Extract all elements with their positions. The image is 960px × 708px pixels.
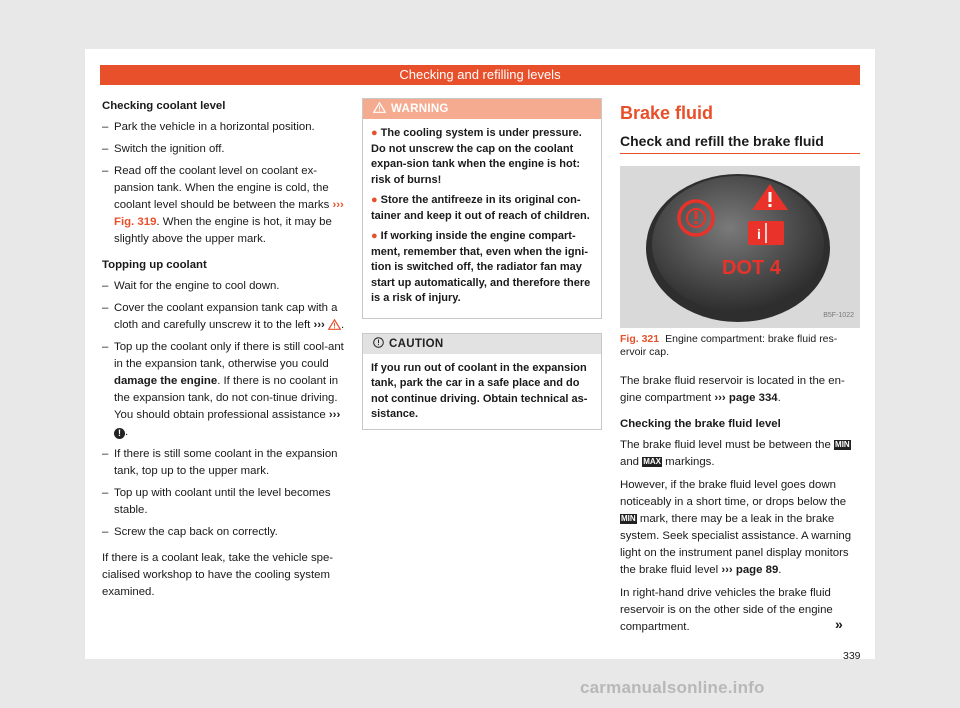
brake-fluid-cap-image	[620, 166, 860, 328]
warning-body	[363, 119, 601, 318]
leak-paragraph: However, if the brake fluid level goes down noticeably in a short time, or drops below the MIN mark, there may be a leak in the brake system. Seek specialist assistance. A warning light on the instrument panel display monitors the brake fluid level ››› page 89.	[620, 479, 852, 576]
brake-fluid-column	[620, 98, 860, 642]
list-item: – If there is still some coolant in the expansion tank, top up to the upper mark.	[102, 448, 338, 477]
list-item: – Switch the ignition off.	[102, 143, 225, 155]
figure-caption: Fig. 321 Engine compartment: brake fluid res-ervoir cap.	[620, 333, 838, 358]
continue-marker: »	[835, 616, 843, 632]
caution-circle-icon[interactable]: !	[114, 428, 125, 439]
list-item: – Top up with coolant until the level becomes stable.	[102, 487, 331, 516]
page-334-link[interactable]: ››› page 334	[714, 392, 778, 404]
warning-triangle-icon	[373, 102, 386, 113]
watermark: carmanualsonline.info	[580, 678, 765, 697]
min-mark-icon: MIN	[621, 514, 636, 523]
fig-319-link[interactable]: ››› Fig. 319	[114, 199, 344, 228]
list-item: – Cover the coolant expansion tank cap with a cloth and carefully unscrew it to the left ››› .	[102, 302, 345, 331]
rhd-paragraph: In right-hand drive vehicles the brake fluid reservoir is on the other side of the engine compartment.	[620, 587, 833, 633]
warning-box	[362, 98, 602, 319]
list-item: – Screw the cap back on correctly.	[102, 526, 278, 538]
coolant-column	[102, 98, 349, 607]
checking-brake-fluid-heading: Checking the brake fluid level	[620, 418, 781, 430]
brake-fluid-section-title: Check and refill the brake fluid	[620, 132, 860, 154]
svg-text:i: i	[757, 226, 761, 242]
notices-column	[362, 98, 602, 430]
figure-code: B5F-1022	[823, 312, 854, 319]
brake-fluid-cap-figure	[620, 166, 860, 328]
brake-fluid-title: Brake fluid	[620, 103, 714, 123]
coolant-leak-paragraph: If there is a coolant leak, take the vehicle spe-cialised workshop to have the cooling system examined.	[102, 552, 334, 598]
max-mark-icon: MAX	[643, 457, 661, 466]
caution-body: If you run out of coolant in the expansion tank, park the car in a safe place and do not continue driving. Obtain technical as-sistance.	[371, 361, 588, 420]
page-89-link[interactable]: ››› page 89	[721, 564, 779, 576]
list-item: – Read off the coolant level on coolant ex-pansion tank. When the engine is cold, the coolant level should be between the marks ››› Fig. 319. When the engine is hot, it may be slightly above the upper mark.	[102, 165, 344, 245]
warning-header: WARNING	[363, 99, 601, 119]
list-item: – Wait for the engine to cool down.	[102, 280, 280, 292]
list-item: – Park the vehicle in a horizontal position.	[102, 121, 315, 133]
page-header: Checking and refilling levels	[100, 65, 860, 85]
warning-triangle-icon[interactable]	[328, 319, 341, 330]
caution-circle-icon	[373, 337, 384, 348]
caution-box	[362, 333, 602, 430]
list-item: – Top up the coolant only if there is still cool-ant in the expansion tank, otherwise you could damage the engine. If there is no coolant in the expansion tank, do not con-tinue driving. You should obtain professional assistance ››› ! .	[102, 341, 344, 438]
cap-dot4-label: DOT 4	[722, 257, 781, 279]
warning-bullet: ● Store the antifreeze in its original con-tainer and keep it out of reach of children.	[371, 194, 590, 222]
min-mark-icon: MIN	[835, 440, 850, 449]
caution-header: CAUTION	[363, 334, 601, 354]
warning-bullet: ● The cooling system is under pressure. Do not unscrew the cap on the coolant expan-sion tank when the engine is hot: risk of burns!	[371, 127, 582, 186]
checking-coolant-heading: Checking coolant level	[102, 100, 226, 112]
reservoir-location-paragraph: The brake fluid reservoir is located in the en-gine compartment ››› page 334.	[620, 375, 845, 404]
page-number: 339	[843, 650, 861, 662]
warning-bullet: ● If working inside the engine compart-ment, remember that, even when the igni-tion is switched off, the radiator fan may start up automatically, and therefore there is a risk of injury.	[371, 230, 591, 304]
topping-up-heading: Topping up coolant	[102, 259, 207, 271]
min-max-paragraph: The brake fluid level must be between the MIN and MAX markings.	[620, 439, 850, 468]
